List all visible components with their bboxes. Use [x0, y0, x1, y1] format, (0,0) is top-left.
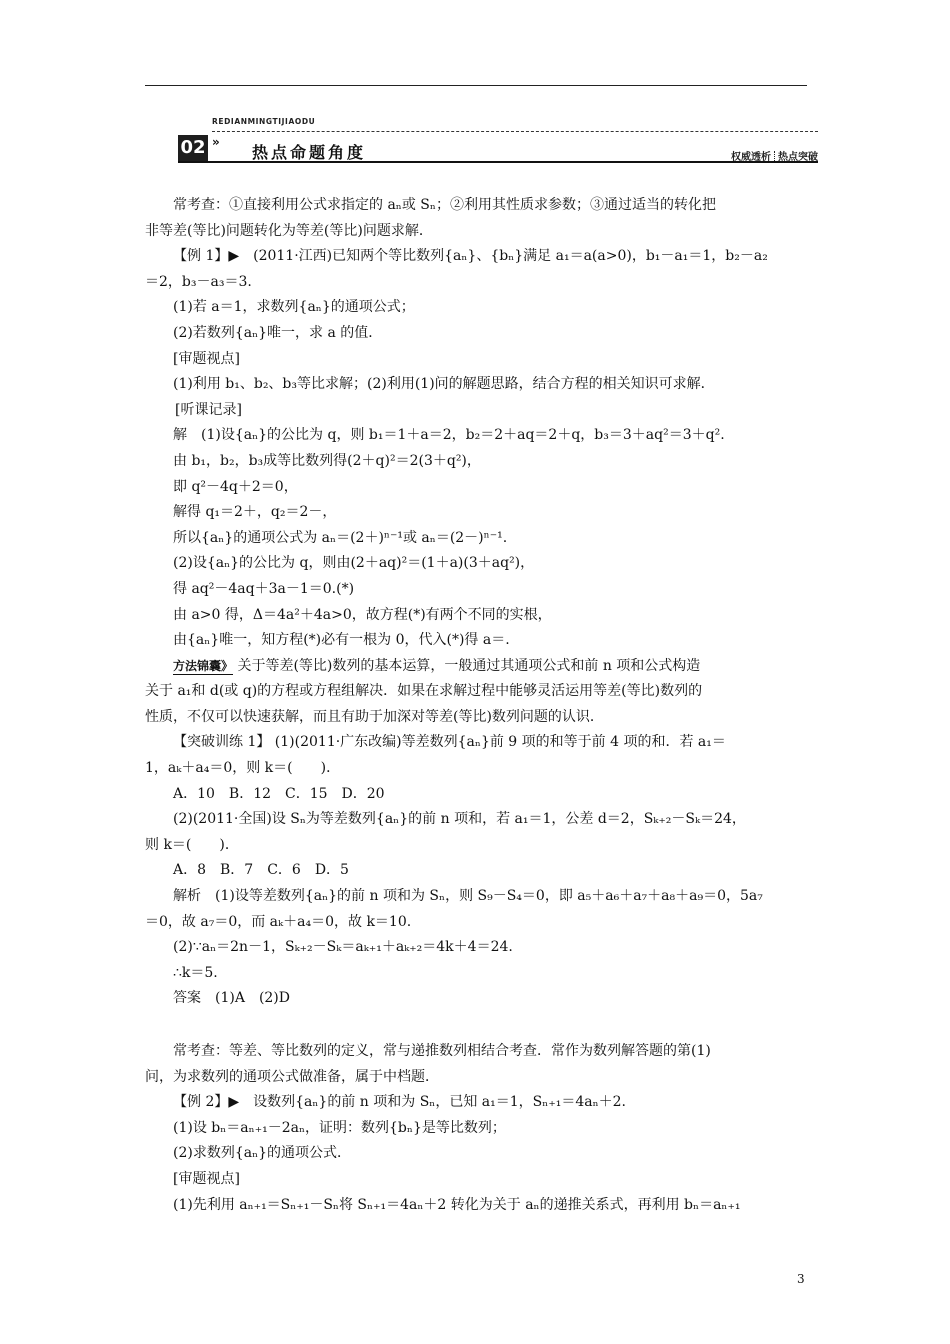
analysis-line: 解析 (1)设等差数列{aₙ}的前 n 项和为 Sₙ，则 S₉－S₄＝0，即 a₅＋a₆＋a₇＋a₈＋a₉＝0，5a₇ [173, 888, 763, 905]
section-dashed-rule [212, 131, 818, 132]
method-tip-line: 关于 a₁和 d(或 q)的方程或方程组解决．如果在求解过程中能够灵活运用等差(等比)数列的 [145, 683, 703, 700]
document-body [145, 193, 809, 1218]
method-tip-line [145, 654, 809, 680]
example-1-line: (1)若 a＝1，求数列{aₙ}的通项公式； [173, 299, 415, 316]
example-1-line: 【例 1】▶ (2011·江西)已知两个等比数列{aₙ}、{bₙ}满足 a₁＝a(a>0)，b₁－a₁＝1，b₂－a₂ [173, 248, 768, 265]
section-gap [145, 1012, 809, 1039]
example-2-line: (1)先利用 aₙ₊₁＝Sₙ₊₁－Sₙ将 Sₙ₊₁＝4aₙ＋2 转化为关于 aₙ的递推关系式，再利用 bₙ＝aₙ₊₁ [173, 1196, 741, 1213]
example-1-line: (1)利用 b₁、b₂、b₃等比求解；(2)利用(1)问的解题思路，结合方程的相关知识可求解． [173, 376, 715, 393]
paragraph-line: 常考查：①直接利用公式求指定的 aₙ或 Sₙ；②利用其性质求参数；③通过适当的转化把 [173, 197, 716, 213]
example-2-line: (1)设 bₙ＝aₙ₊₁－2aₙ，证明：数列{bₙ}是等比数列； [173, 1119, 506, 1136]
answer-line: 答案 (1)A (2)D [173, 990, 290, 1007]
review-heading: [审题视点] [173, 350, 240, 367]
section-pinyin: REDIANMINGTIJIAODU [212, 117, 316, 126]
solution-line: (2)设{aₙ}的公比为 q，则由(2＋aq)²＝(1＋a)(3＋aq²)， [173, 555, 535, 572]
method-badge: 方法锦囊》 [173, 658, 234, 673]
training-1-line: 则 k＝( )． [145, 836, 239, 853]
top-rule [145, 85, 807, 86]
page-number: 3 [797, 1272, 805, 1286]
section-bottom-rule [178, 161, 818, 163]
solution-line: 解 (1)设{aₙ}的公比为 q，则 b₁＝1＋a＝2，b₂＝2＋aq＝2＋q，b₃＝3＋aq²＝3＋q². [173, 427, 725, 444]
notes-heading: [听课记录] [175, 401, 242, 418]
paragraph-line: 非等差(等比)问题转化为等差(等比)问题求解． [145, 222, 433, 239]
example-2-line: (2)求数列{aₙ}的通项公式． [173, 1145, 352, 1162]
analysis-line: ＝0，故 a₇＝0，而 aₖ＋a₄＝0，故 k＝10. [145, 913, 412, 930]
method-tip-text: 关于等差(等比)数列的基本运算，一般通过其通项公式和前 n 项和公式构造 [237, 657, 701, 674]
section-title: 热点命题角度 [252, 143, 367, 162]
training-1-line: (2)(2011·全国)设 Sₙ为等差数列{aₙ}的前 n 项和，若 a₁＝1，公差 d＝2，Sₖ₊₂－Sₖ＝24， [173, 811, 746, 828]
tagline-right: 热点突破 [778, 152, 818, 163]
solution-line: 由 b₁，b₂，b₃成等比数列得(2＋q)²＝2(3＋q²)， [173, 452, 481, 469]
example-1-line: ＝2，b₃－a₃＝3. [145, 273, 252, 290]
training-1-line: 【突破训练 1】 (1)(2011·广东改编)等差数列{aₙ}前 9 项的和等于前 4 项的和．若 a₁＝ [173, 734, 726, 751]
choice-options: A．10 B．12 C．15 D．20 [173, 785, 385, 802]
section-header [178, 117, 818, 167]
review-heading: [审题视点] [173, 1170, 240, 1187]
analysis-line: (2)∵aₙ＝2n－1，Sₖ₊₂－Sₖ＝aₖ₊₁＋aₖ₊₂＝4k＋4＝24. [173, 939, 513, 956]
double-chevron-icon: » [212, 135, 220, 149]
method-tip-line: 性质，不仅可以快速获解，而且有助于加深对等差(等比)数列问题的认识． [145, 708, 604, 725]
solution-line: 由{aₙ}唯一，知方程(*)必有一根为 0，代入(*)得 a＝. [173, 632, 510, 649]
solution-line: 解得 q₁＝2＋，q₂＝2－， [173, 504, 337, 521]
example-1-line: (2)若数列{aₙ}唯一，求 a 的值． [173, 324, 383, 341]
tagline-separator [774, 151, 775, 161]
tagline-left: 权威透析 [731, 152, 771, 163]
paragraph-line: 常考查：等差、等比数列的定义，常与递推数列相结合考查．常作为数列解答题的第(1) [173, 1043, 711, 1059]
solution-line: 由 a>0 得，Δ＝4a²＋4a>0，故方程(*)有两个不同的实根， [173, 606, 552, 623]
solution-line: 所以{aₙ}的通项公式为 aₙ＝(2＋)ⁿ⁻¹或 aₙ＝(2－)ⁿ⁻¹. [173, 529, 508, 546]
analysis-line: ∴k＝5. [173, 964, 218, 981]
section-number: 02 [178, 135, 208, 161]
training-1-line: 1，aₖ＋a₄＝0，则 k＝( )． [145, 760, 341, 777]
solution-line: 即 q²－4q＋2＝0， [173, 478, 298, 495]
solution-line: 得 aq²－4aq＋3a－1＝0.(*) [173, 580, 355, 597]
paragraph-line: 问，为求数列的通项公式做准备，属于中档题． [145, 1068, 439, 1085]
example-2-line: 【例 2】▶ 设数列{aₙ}的前 n 项和为 Sₙ，已知 a₁＝1，Sₙ₊₁＝4aₙ＋2. [173, 1094, 626, 1111]
choice-options: A．8 B．7 C．6 D．5 [173, 862, 349, 879]
